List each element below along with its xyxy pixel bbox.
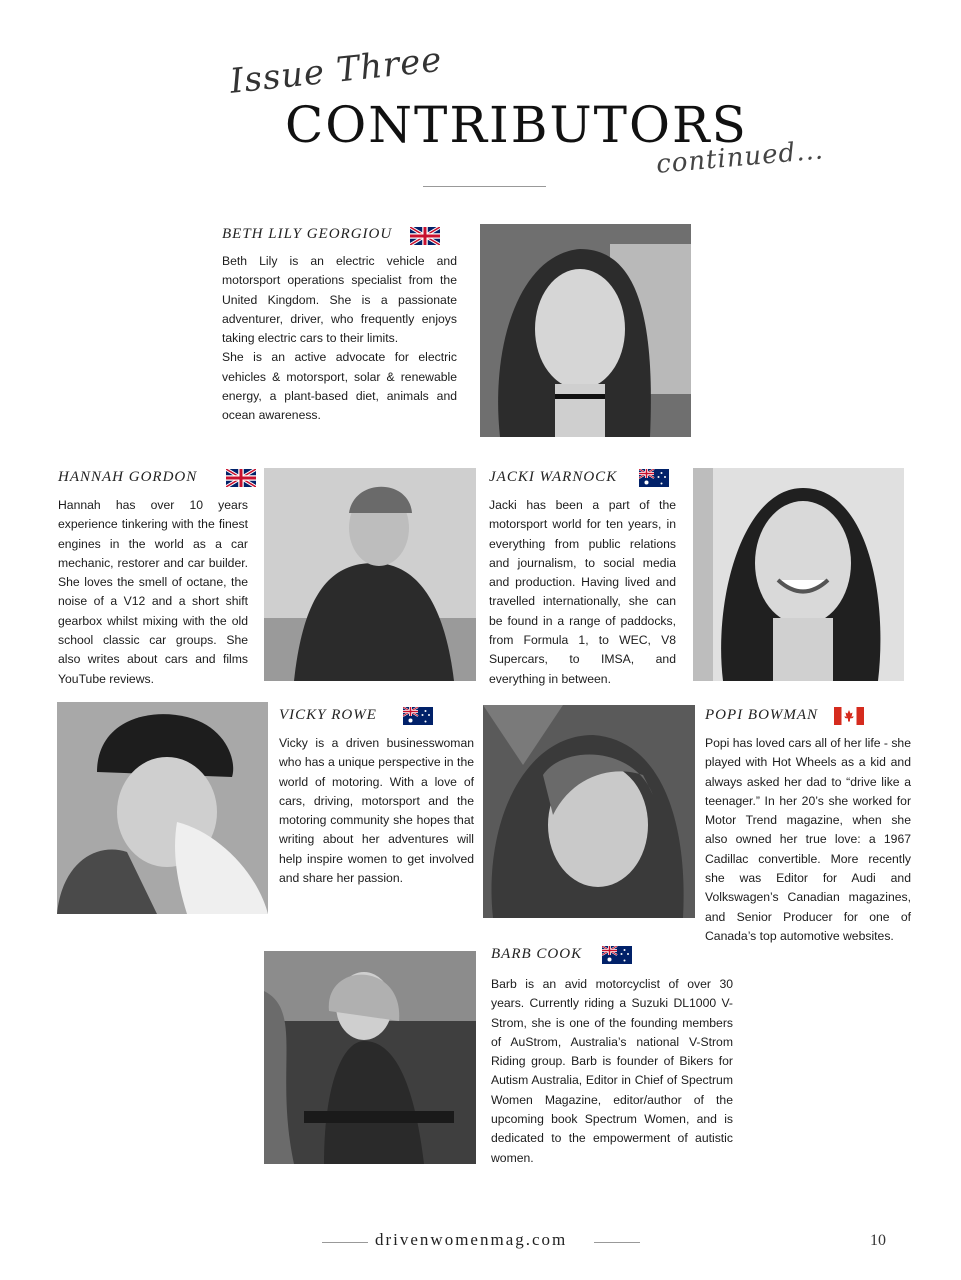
australia-flag-icon [403, 707, 433, 725]
contributor-bio-beth [222, 252, 457, 426]
photo-popi [483, 705, 695, 918]
contributor-name-jacki: JACKI WARNOCK [489, 469, 618, 485]
footer-rule-left [322, 1242, 368, 1243]
contributor-name-barb: BARB COOK [491, 946, 583, 962]
bio-paragraph: Beth Lily is an electric vehicle and motorsport operations specialist from the United Kingdom. She is a passionate adventurer, driver, who frequently enjoys taking electric cars to their limits. [222, 254, 457, 346]
photo-barb [264, 951, 476, 1164]
contributor-name-vicky: VICKY ROWE [279, 707, 377, 723]
australia-flag-icon [639, 469, 669, 487]
contributor-name-beth: BETH LILY GEORGIOU [222, 226, 393, 242]
page-title: CONTRIBUTORS [285, 96, 748, 154]
contributor-bio-barb: Barb is an avid motorcyclist of over 30 years. Currently riding a Suzuki DL1000 V-Strom, she is one of the founding members of AuStrom, Australia’s national V-Strom Riding group. Barb is founder of Bikers for Autism Australia, Editor in Chief of Spectrum Women Magazine, editor/author of the upcoming book Spectrum Women, and is dedicated to the empowerment of autistic women. [491, 977, 733, 1165]
australia-flag-icon [602, 946, 632, 964]
photo-beth [480, 224, 691, 437]
contributor-bio-jacki: Jacki has been a part of the motorsport world for ten years, in everything from public relations and journalism, to social media and production. Having lived and travelled internationally, she can be found in a range of paddocks, from Formula 1, to WEC, V8 Supercars, to IMSA, and everything in between. [489, 498, 676, 686]
photo-vicky [57, 702, 268, 914]
continued-label: continued... [655, 135, 826, 180]
contributor-bio-popi: Popi has loved cars all of her life - she played with Hot Wheels as a kid and always asked her dad to “drive like a teenager.” In her 20’s she worked for Motor Trend magazine, when she also owned her true love: a 1967 Cadillac convertible. More recently she was Editor for Audi and Volkswagen’s Canadian magazines, and Senior Producer for one of Canada’s top automotive websites. [705, 736, 911, 943]
uk-flag-icon [410, 227, 440, 245]
footer-rule-right [594, 1242, 640, 1243]
canada-flag-icon [834, 707, 864, 725]
bio-paragraph: She is an active advocate for electric vehicles & motorsport, solar & renewable energy, a plant-based diet, animals and ocean awareness. [222, 350, 457, 423]
page-number: 10 [870, 1232, 886, 1249]
photo-hannah [264, 468, 476, 681]
contributor-bio-vicky: Vicky is a driven businesswoman who has a unique perspective in the world of motoring. With a love of cars, driving, motorsport and the motoring community she hopes that writing about her adventures will help inspire women to get involved and share her passion. [279, 736, 474, 886]
issue-label: Issue Three [228, 39, 445, 102]
contributor-bio-hannah: Hannah has over 10 years experience tinkering with the finest engines in the world as a car mechanic, restorer and car builder. She loves the smell of octane, the noise of a V12 and a short shift gearbox whilst mixing with the old school classic car groups. She also writes about cars and films YouTube reviews. [58, 498, 248, 686]
title-divider [423, 186, 546, 187]
contributor-name-popi: POPI BOWMAN [705, 707, 819, 723]
uk-flag-icon [226, 469, 256, 487]
contributor-name-hannah: HANNAH GORDON [58, 469, 198, 485]
photo-jacki [693, 468, 904, 681]
website-link[interactable]: drivenwomenmag.com [375, 1230, 568, 1249]
